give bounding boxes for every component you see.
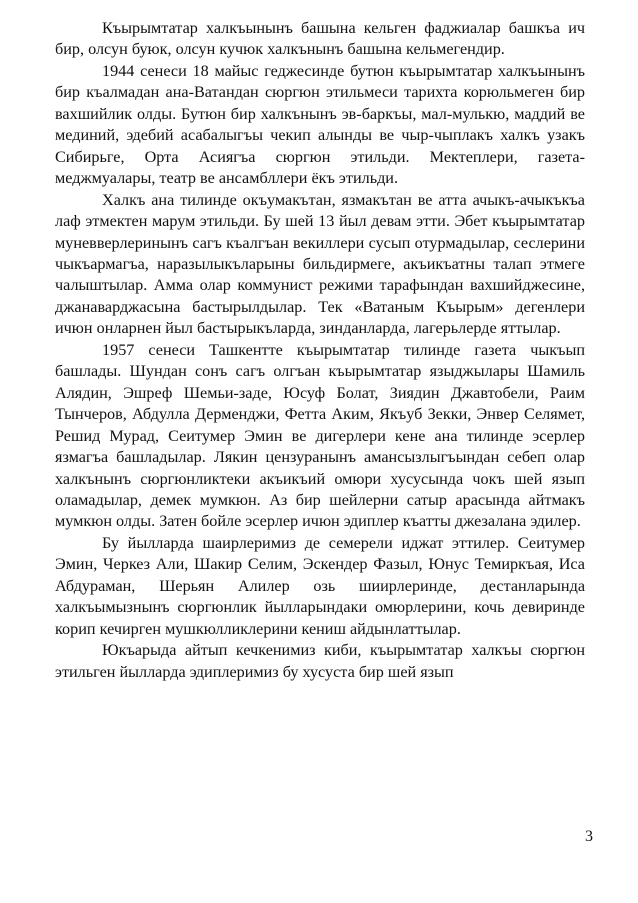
paragraph-1: Къырымтатар халкъынынъ башына кельген фаджиалар башкъа ич бир, олсун буюк, олсун кучюк халкънынъ башына кельмегендир. (55, 19, 585, 59)
paragraph-2: 1944 сенеси 18 майыс геджесинде бутюн къырымтатар халкъынынъ бир къалмадан ана-Ватандан сюргюн этильмеси тарихта корюльмеген бир вахшийлик олды. Бутюн бир халкънынъ эв-баркъы, мал-мулькю, маддий ве мединий, эдебий асабалыгъы чекип алынды ве чыр-чыплакъ халкъ узакъ Сибирьге, Орта Асиягъа сюргюн этильди. Мектеплери, газета-меджмуалары, театр ве ансамбллери ёкъ этильди. (55, 61, 585, 188)
body-text (55, 18, 585, 683)
paragraph-4: 1957 сенеси Ташкентте къырымтатар тилинде газета чыкъып башлады. Шундан сонъ сагъ олгъан къырымтатар языджылары Шамиль Алядин, Эшреф Шемьи-заде, Юсуф Болат, Зиядин Джавтобели, Раим Тынчеров, Абдулла Дерменджи, Фетта Аким, Якъуб Зекки, Энвер Селямет, Решид Мурад, Сеитумер Эмин ве дигерлери кене ана тилинде эсерлер язмагъа башладылар. Лякин цензуранынъ амансызлыгъындан себеп олар халкънынъ сюргюнликтеки акъикъий омюри хусусында чокъ шей язып оламадылар, демек мумкюн. Аз бир шейлерни сатыр арасында айтмакъ мумкюн олды. Затен бойле эсерлер ичюн эдиплер къатты джезалана эдилер. (55, 340, 585, 531)
page-number: 3 (585, 828, 593, 845)
paragraph-3: Халкъ ана тилинде окъумакътан, язмакътан ве атта ачыкъ-ачыкъкъа лаф этмектен марум этильди. Бу шей 13 йыл девам этти. Эбет къырымтатар муневверлеринынъ сагъ къалгъан векиллери сусып отурмадылар, сеслерини чыкъармагъа, наразылыкъларыны бильдирмеге, акъикъатны талап этмеге чалыштылар. Амма олар коммунист режими тарафындан вахшийджесине, джанаварджасына бастырылдылар. Тек «Ватаным Къырым» дегенлери ичюн онларнен йыл бастырыкъларда, зинданларда, лагерьлерде яттылар. (55, 190, 585, 338)
paragraph-5: Бу йылларда шаирлеримиз де семерели иджат эттилер. Сеитумер Эмин, Черкез Али, Шакир Селим, Эскендер Фазыл, Юнус Темиркъая, Иса Абдураман, Шерьян Алилер озь шиирлеринде, дестанларында халкъымызнынъ сюргюнлик йылларындаки омюрлерини, кочь девиринде корип кечирген мушкюлликлерини кениш айдынлаттылар. (55, 533, 585, 638)
paragraph-6: Юкъарыда айтып кечкенимиз киби, къырымтатар халкъы сюргюн этильген йылларда эдиплеримиз бу хусуста бир шей язып (55, 641, 585, 681)
